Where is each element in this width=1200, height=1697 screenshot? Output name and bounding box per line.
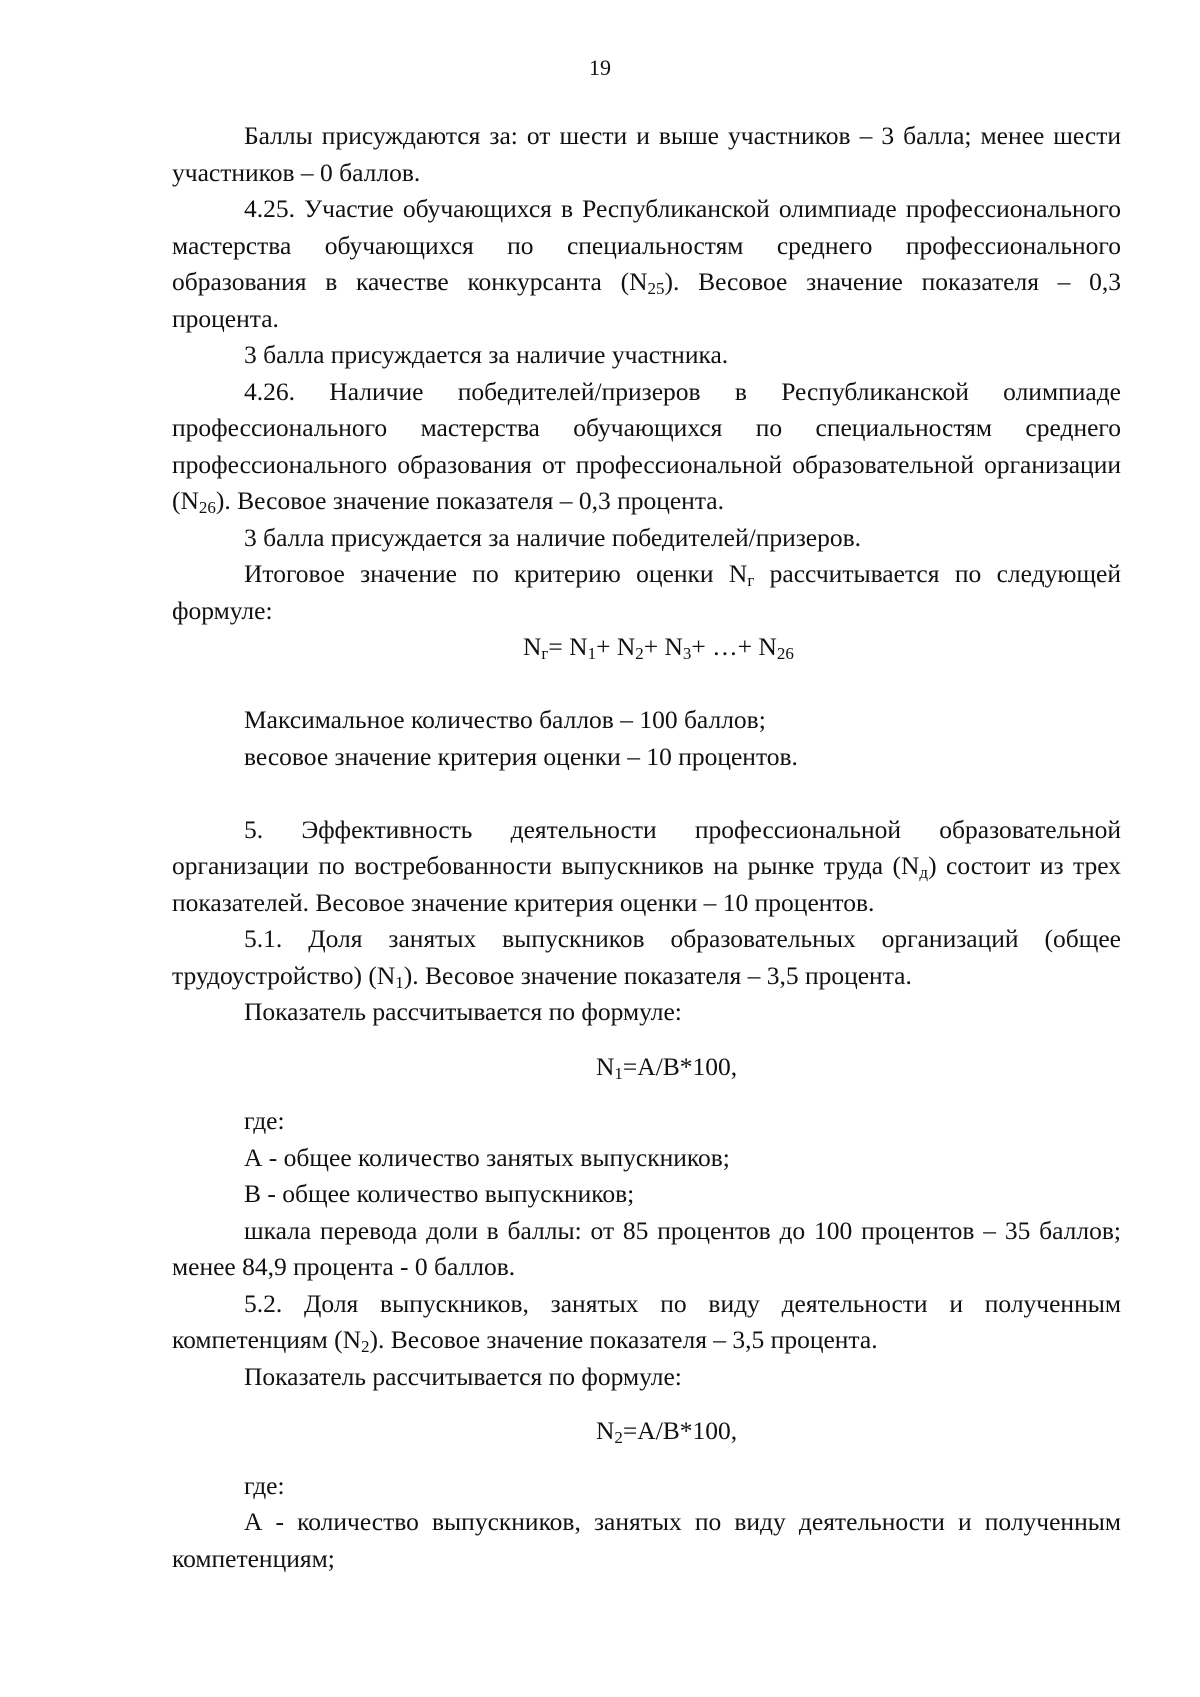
paragraph-winner-score: 3 балла присуждается за наличие победителей/призеров. [244,522,862,552]
paragraph-formula-intro: Показатель рассчитывается по формуле: [244,1361,682,1391]
subscript: г [747,571,755,590]
paragraph-scale: шкала перевода доли в баллы: от 85 процентов до 100 процентов – 35 баллов; менее 84,9 процента - 0 баллов. [172,1215,1121,1281]
formula-text: + N [596,632,636,661]
paragraph-text: 4.25. Участие обучающихся в Республиканской олимпиаде профессионального мастерства обучающихся по специальностям среднего профессионального образования в качестве конкурсанта (N [172,194,1121,296]
document-body [172,118,1121,1577]
paragraph-text: Итоговое значение по критерию оценки N [244,559,748,588]
spacer [172,775,1121,812]
paragraph-definition-a2: А - количество выпускников, занятых по виду деятельности и полученным компетенциям; [172,1507,1121,1573]
subscript: 2 [614,1428,623,1447]
subscript: г [541,644,549,663]
subscript: 2 [635,644,644,663]
paragraph-criterion-weight: весовое значение критерия оценки – 10 процентов. [244,741,798,771]
paragraph-definition-a: А - общее количество занятых выпускников; [244,1142,730,1172]
formula-text: =А/В*100, [622,1051,738,1081]
formula-text: = N [548,632,588,661]
paragraph-5-2 [172,1286,1121,1359]
formula-total-sum [172,629,1121,666]
paragraph-text: ). Весовое значение показателя – 0,3 процента. [172,267,1121,333]
subscript: 1 [614,1063,623,1083]
subscript: 3 [682,644,692,663]
formula-text: + …+ N [691,632,777,661]
subscript: 2 [361,1337,370,1356]
paragraph-definition-b: В - общее количество выпускников; [244,1179,635,1208]
paragraph-5-1 [172,921,1121,994]
subscript: 1 [587,644,597,663]
paragraph-text: ) состоит из трех показателей. Весовое значение критерия оценки – 10 процентов. [172,851,1121,917]
subscript: 1 [395,972,404,992]
subscript: 26 [776,644,794,663]
formula-n2 [172,1413,1121,1450]
paragraph-total-criterion [172,556,1121,629]
paragraph-formula-intro: Показатель рассчитывается по формуле: [244,997,682,1026]
paragraph-text: 4.26. Наличие победителей/призеров в Республиканской олимпиаде профессионального мастерства обучающихся по специальностям среднего профессионального образования от профессиональной образовательной организации (N [172,376,1121,515]
paragraph-where: где: [244,1470,285,1500]
formula-text: + N [643,632,683,661]
formula-text: N [523,632,542,661]
paragraph-4-25 [172,191,1121,337]
paragraph-text: 5. Эффективность деятельности профессиональной образовательной организации по востребованности выпускников на рынке труда (N [172,814,1121,880]
formula-text: N [596,1051,615,1081]
spacer [172,666,1121,703]
paragraph-section-5 [172,812,1121,922]
paragraph-participant-score: 3 балла присуждается за наличие участника. [244,340,729,369]
formula-text: =А/В*100, [622,1416,738,1445]
spacer [172,1450,1121,1468]
subscript: 26 [198,498,216,517]
subscript: 25 [647,279,665,298]
paragraph-scoring-participants: Баллы присуждаются за: от шести и выше участников – 3 балла; менее шести участников – 0 баллов. [172,121,1121,187]
spacer [172,1085,1121,1103]
paragraph-where: где: [244,1106,285,1135]
page-number: 19 [589,55,611,80]
spacer [172,1031,1121,1049]
paragraph-4-26 [172,374,1121,520]
formula-n1 [172,1049,1121,1086]
paragraph-text: ). Весовое значение показателя – 3,5 процента. [369,1325,878,1354]
subscript: д [919,863,929,882]
paragraph-text: 5.1. Доля занятых выпускников образовательных организаций (общее трудоустройство) (N [172,924,1121,990]
spacer [172,1395,1121,1413]
paragraph-text: ). Весовое значение показателя – 0,3 процента. [215,486,724,515]
paragraph-text: рассчитывается по следующей формуле: [172,559,1121,625]
paragraph-max-points: Максимальное количество баллов – 100 баллов; [244,705,766,734]
paragraph-text: 5.2. Доля выпускников, занятых по виду деятельности и полученным компетенциям (N [172,1288,1121,1354]
formula-text: N [596,1416,615,1445]
paragraph-text: ). Весовое значение показателя – 3,5 процента. [403,960,912,990]
